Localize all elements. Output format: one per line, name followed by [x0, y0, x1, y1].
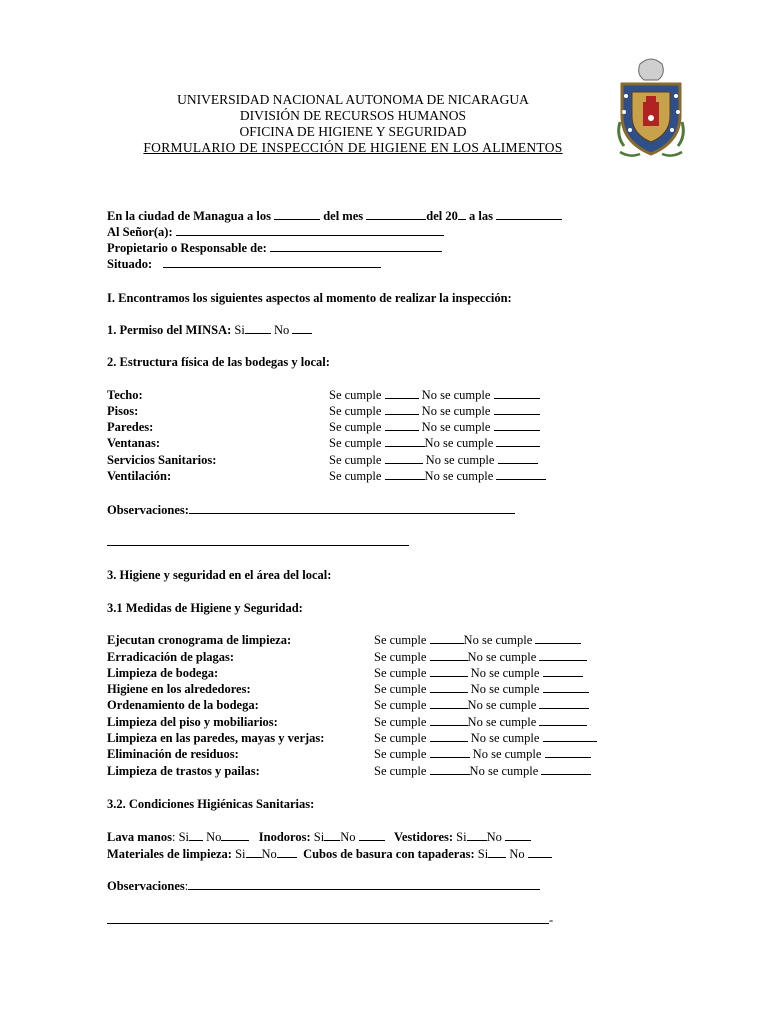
se-cumple-field[interactable]: [385, 452, 423, 464]
no-label: No: [340, 830, 356, 844]
intro-text-city: En la ciudad de Managua a los: [107, 209, 271, 223]
structure-compliance-row: [329, 387, 540, 403]
inodoros-si-field[interactable]: [324, 829, 340, 841]
no-label: No: [509, 847, 525, 861]
hygiene-measure-label: Limpieza en las paredes, mayas y verjas:: [107, 731, 325, 745]
se-cumple-field[interactable]: [430, 763, 470, 775]
hygiene-compliance-row: [374, 649, 587, 665]
sanitary-observations-continuation: -: [107, 912, 553, 928]
no-se-cumple-label: No se cumple: [463, 633, 533, 647]
no-se-cumple-label: No se cumple: [470, 682, 540, 696]
no-se-cumple-label: No se cumple: [424, 469, 494, 483]
inodoros-no-field[interactable]: [359, 829, 385, 841]
hygiene-measure-label: Ejecutan cronograma de limpieza:: [107, 633, 292, 647]
observations-label: Observaciones: [107, 879, 185, 893]
structure-compliance-row: [329, 419, 540, 435]
month-field[interactable]: [366, 208, 426, 220]
structure-compliance-row: [329, 435, 540, 451]
se-cumple-field[interactable]: [430, 746, 470, 758]
no-se-cumple-field[interactable]: [543, 730, 597, 742]
observations-field[interactable]: [188, 878, 540, 890]
structure-observations-continuation: [107, 534, 409, 550]
propietario-label: Propietario o Responsable de:: [107, 241, 267, 255]
se-cumple-label: Se cumple: [374, 698, 427, 712]
no-se-cumple-field[interactable]: [498, 452, 538, 464]
vestidores-label: Vestidores:: [394, 830, 454, 844]
structure-compliance-row: [329, 403, 540, 419]
permiso-label: 1. Permiso del MINSA:: [107, 323, 232, 337]
se-cumple-label: Se cumple: [329, 469, 382, 483]
no-se-cumple-field[interactable]: [496, 435, 540, 447]
no-label: No: [486, 830, 502, 844]
se-cumple-field[interactable]: [430, 681, 468, 693]
se-cumple-label: Se cumple: [374, 633, 427, 647]
document-header: [0, 92, 706, 156]
vestidores-no-field[interactable]: [505, 829, 531, 841]
no-se-cumple-field[interactable]: [539, 714, 587, 726]
si-label: Si: [477, 847, 489, 861]
intro-line-2: [107, 224, 444, 240]
no-se-cumple-field[interactable]: [543, 681, 589, 693]
hygiene-compliance-row: [374, 763, 591, 779]
se-cumple-label: Se cumple: [329, 388, 382, 402]
se-cumple-field[interactable]: [430, 649, 468, 661]
cubos-no-field[interactable]: [528, 846, 552, 858]
section-3-heading: 3. Higiene y seguridad en el área del local:: [107, 568, 332, 582]
hygiene-measure-label: Limpieza de trastos y pailas:: [107, 764, 260, 778]
hygiene-measure-label: Erradicación de plagas:: [107, 650, 235, 664]
inodoros-label: Inodoros:: [258, 830, 311, 844]
intro-line-1: [107, 208, 562, 224]
no-se-cumple-label: No se cumple: [421, 388, 491, 402]
si-label: Si: [456, 830, 467, 844]
se-cumple-field[interactable]: [430, 697, 468, 709]
section-1-heading: I. Encontramos los siguientes aspectos al momento de realizar la inspección:: [107, 291, 512, 305]
materiales-si-field[interactable]: [246, 846, 262, 858]
se-cumple-field[interactable]: [385, 419, 419, 431]
no-se-cumple-label: No se cumple: [421, 420, 491, 434]
cubos-si-field[interactable]: [488, 846, 506, 858]
office-name: OFICINA DE HIGIENE Y SEGURIDAD: [239, 124, 467, 139]
structure-observations-row: [107, 502, 515, 518]
propietario-field[interactable]: [270, 240, 442, 252]
no-se-cumple-label: No se cumple: [424, 436, 494, 450]
se-cumple-field[interactable]: [385, 435, 425, 447]
no-se-cumple-field[interactable]: [494, 403, 540, 415]
university-seal-icon: [610, 56, 692, 162]
sanitary-row-2: [107, 846, 552, 862]
sanitary-observations-row: Observaciones:: [107, 878, 540, 894]
se-cumple-label: Se cumple: [374, 666, 427, 680]
no-se-cumple-field[interactable]: [496, 468, 546, 480]
intro-line-3: [107, 240, 442, 256]
no-se-cumple-label: No se cumple: [469, 764, 539, 778]
hygiene-measure-label: Limpieza de bodega:: [107, 666, 219, 680]
hygiene-compliance-row: [374, 632, 581, 648]
se-cumple-field[interactable]: [430, 714, 468, 726]
se-cumple-field[interactable]: [430, 632, 464, 644]
si-label: Si: [178, 830, 189, 844]
intro-text-time: a las: [468, 209, 493, 223]
no-se-cumple-field[interactable]: [539, 697, 589, 709]
no-se-cumple-field[interactable]: [494, 387, 540, 399]
se-cumple-label: Se cumple: [374, 764, 427, 778]
hygiene-measure-label: Eliminación de residuos:: [107, 747, 239, 761]
se-cumple-label: Se cumple: [374, 650, 427, 664]
no-se-cumple-label: No se cumple: [467, 715, 537, 729]
no-se-cumple-label: No se cumple: [472, 747, 542, 761]
intro-text-month: del mes: [323, 209, 364, 223]
permiso-minsa-row: [107, 322, 312, 338]
se-cumple-label: Se cumple: [329, 404, 382, 418]
hygiene-measure-label: Ordenamiento de la bodega:: [107, 698, 259, 712]
no-se-cumple-label: No se cumple: [467, 698, 537, 712]
hygiene-compliance-row: [374, 714, 587, 730]
day-field[interactable]: [274, 208, 320, 220]
no-se-cumple-field[interactable]: [545, 746, 591, 758]
structure-item-label: Servicios Sanitarios:: [107, 453, 217, 467]
situado-label: Situado:: [107, 257, 153, 271]
materiales-label: Materiales de limpieza:: [107, 847, 232, 861]
se-cumple-field[interactable]: [385, 403, 419, 415]
hygiene-compliance-row: [374, 697, 589, 713]
no-se-cumple-field[interactable]: [539, 649, 587, 661]
observations-label: Observaciones:: [107, 503, 189, 517]
se-cumple-field[interactable]: [385, 387, 419, 399]
observations-field-line-2[interactable]: [107, 534, 409, 546]
se-cumple-label: Se cumple: [374, 731, 427, 745]
hygiene-compliance-row: [374, 681, 589, 697]
senor-field[interactable]: [176, 224, 444, 236]
no-se-cumple-label: No se cumple: [470, 731, 540, 745]
permiso-no-field[interactable]: [292, 322, 312, 334]
si-label: Si: [313, 830, 325, 844]
si-label: Si: [235, 847, 246, 861]
lava-manos-label: Lava manos: [107, 830, 172, 844]
no-label: No: [206, 830, 222, 844]
section-3-1-heading: 3.1 Medidas de Higiene y Seguridad:: [107, 601, 303, 615]
se-cumple-field[interactable]: [385, 468, 425, 480]
senor-label: Al Señor(a):: [107, 225, 173, 239]
no-se-cumple-label: No se cumple: [421, 404, 491, 418]
university-name: UNIVERSIDAD NACIONAL AUTONOMA DE NICARAGUA: [177, 92, 529, 107]
no-se-cumple-field[interactable]: [543, 665, 583, 677]
structure-item-label: Paredes:: [107, 420, 154, 434]
structure-item-label: Techo:: [107, 388, 143, 402]
lava-manos-no-field[interactable]: [221, 829, 249, 841]
se-cumple-label: Se cumple: [329, 436, 382, 450]
no-se-cumple-field[interactable]: [535, 632, 581, 644]
observations-field[interactable]: [189, 502, 515, 514]
no-se-cumple-label: No se cumple: [467, 650, 537, 664]
lava-manos-si-field[interactable]: [189, 829, 203, 841]
permiso-no-label: No: [273, 323, 290, 337]
no-se-cumple-field[interactable]: [541, 763, 591, 775]
permiso-si-field[interactable]: [245, 322, 271, 334]
se-cumple-field[interactable]: [430, 665, 468, 677]
no-label: No: [261, 847, 277, 861]
time-field[interactable]: [496, 208, 562, 220]
materiales-no-field[interactable]: [277, 846, 297, 858]
hygiene-compliance-row: [374, 665, 583, 681]
situado-field[interactable]: [163, 256, 381, 268]
year-field[interactable]: [458, 208, 466, 220]
se-cumple-label: Se cumple: [374, 682, 427, 696]
intro-line-4: [107, 256, 381, 272]
structure-compliance-row: [329, 452, 538, 468]
cubos-label: Cubos de basura con tapaderas:: [303, 847, 475, 861]
section-3-2-heading: 3.2. Condiciones Higiénicas Sanitarias:: [107, 797, 315, 811]
hygiene-compliance-row: [374, 746, 591, 762]
no-se-cumple-label: No se cumple: [470, 666, 540, 680]
observations-field-line-2[interactable]: [107, 912, 549, 924]
structure-item-label: Ventilación:: [107, 469, 172, 483]
section-2-heading: 2. Estructura física de las bodegas y local:: [107, 355, 330, 369]
se-cumple-field[interactable]: [430, 730, 468, 742]
hygiene-measure-label: Higiene en los alrededores:: [107, 682, 251, 696]
division-name: DIVISIÓN DE RECURSOS HUMANOS: [239, 108, 467, 123]
hygiene-compliance-row: [374, 730, 597, 746]
structure-item-label: Pisos:: [107, 404, 139, 418]
sanitary-row-1: Lava manos: Si No Inodoros: Si No Vestidores: Si No: [107, 829, 531, 845]
structure-item-label: Ventanas:: [107, 436, 161, 450]
no-se-cumple-field[interactable]: [494, 419, 540, 431]
form-title: FORMULARIO DE INSPECCIÓN DE HIGIENE EN LOS ALIMENTOS: [143, 140, 563, 155]
intro-text-year: del 20: [426, 209, 458, 223]
se-cumple-label: Se cumple: [374, 715, 427, 729]
permiso-si-label: Si: [234, 323, 245, 337]
vestidores-si-field[interactable]: [467, 829, 487, 841]
se-cumple-label: Se cumple: [374, 747, 427, 761]
hygiene-measure-label: Limpieza del piso y mobiliarios:: [107, 715, 278, 729]
se-cumple-label: Se cumple: [329, 420, 382, 434]
se-cumple-label: Se cumple: [329, 453, 382, 467]
no-se-cumple-label: No se cumple: [425, 453, 495, 467]
structure-compliance-row: [329, 468, 546, 484]
